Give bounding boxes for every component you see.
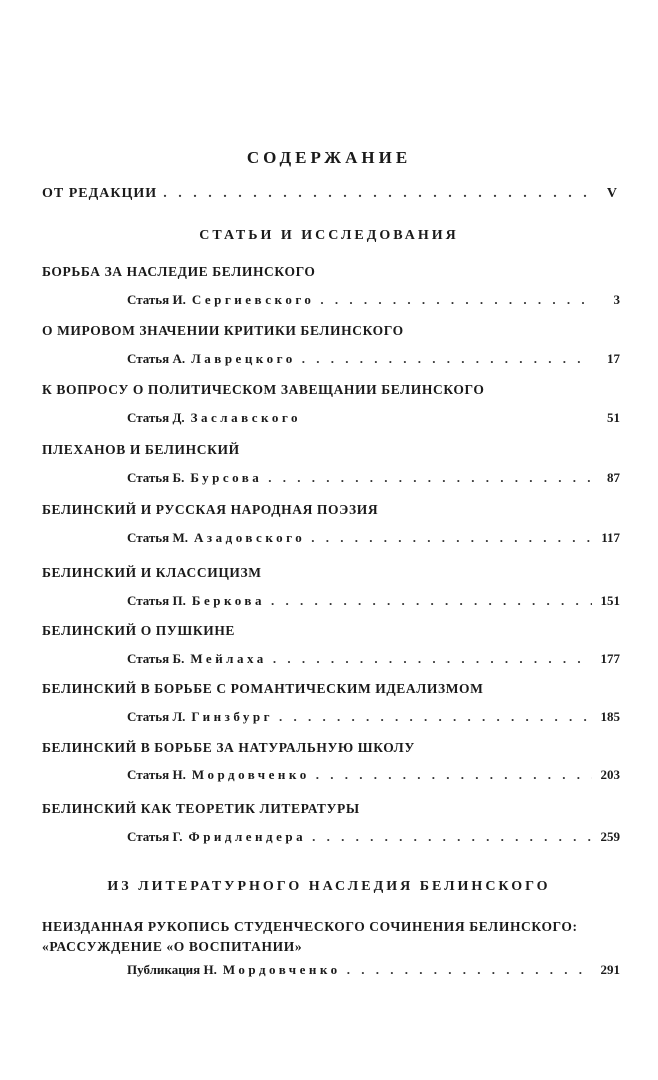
entry-author-label: Статья Л. xyxy=(127,709,186,724)
entry-author-line xyxy=(127,829,620,849)
entry-author-label: Статья Д. xyxy=(127,410,185,425)
entry-title[interactable]: О МИРОВОМ ЗНАЧЕНИИ КРИТИКИ БЕЛИНСКОГО xyxy=(42,323,404,338)
entry-author-line xyxy=(127,709,620,729)
entry-author-label: Статья М. xyxy=(127,530,188,545)
entry-author-name: Мейлаха xyxy=(190,651,267,666)
entry-author-line xyxy=(127,593,620,613)
dot-leader xyxy=(347,962,592,978)
entry-author-name: Азадовского xyxy=(194,530,306,545)
entry-author-name: Мордовченко xyxy=(191,767,310,782)
entry-author-label: Статья Г. xyxy=(127,829,183,844)
entry-author-label: Статья И. xyxy=(127,292,186,307)
entry-page-number: 51 xyxy=(607,410,620,425)
entry-author-name: Заславского xyxy=(190,410,301,425)
entry-page-number: 259 xyxy=(600,829,620,844)
entry-title[interactable]: БЕЛИНСКИЙ В БОРЬБЕ С РОМАНТИЧЕСКИМ ИДЕАЛИЗМОМ xyxy=(42,681,484,696)
entry-author-label: Статья Н. xyxy=(127,767,186,782)
entry-title[interactable]: БОРЬБА ЗА НАСЛЕДИЕ БЕЛИНСКОГО xyxy=(42,264,316,279)
entry-author-line xyxy=(127,292,620,312)
dot-leader xyxy=(268,470,592,486)
entry-page-number: 203 xyxy=(600,767,620,782)
publication-title-line-1: НЕИЗДАННАЯ РУКОПИСЬ СТУДЕНЧЕСКОГО СОЧИНЕНИЯ БЕЛИНСКОГО: xyxy=(42,919,578,934)
dot-leader xyxy=(273,651,592,667)
entry-page-number: 185 xyxy=(600,709,620,724)
dot-leader xyxy=(271,593,592,609)
dot-leader xyxy=(302,351,592,367)
publication-title[interactable] xyxy=(42,917,632,957)
section-heading-articles: СТАТЬИ И ИССЛЕДОВАНИЯ xyxy=(199,228,459,243)
entry-title[interactable]: БЕЛИНСКИЙ КАК ТЕОРЕТИК ЛИТЕРАТУРЫ xyxy=(42,801,360,816)
entry-author-line xyxy=(127,651,620,671)
entry-page-number: 17 xyxy=(607,351,620,366)
entry-author-line xyxy=(127,410,620,430)
editorial-page-number: V xyxy=(606,186,618,201)
entry-page-number: 151 xyxy=(600,593,620,608)
entry-title[interactable]: БЕЛИНСКИЙ И РУССКАЯ НАРОДНАЯ ПОЭЗИЯ xyxy=(42,502,379,517)
publication-author-name: Мордовченко xyxy=(222,962,341,977)
entry-author-name: Сергиевского xyxy=(191,292,315,307)
entry-page-number: 177 xyxy=(600,651,620,666)
entry-page-number: 3 xyxy=(613,292,620,307)
section-heading-legacy: ИЗ ЛИТЕРАТУРНОГО НАСЛЕДИЯ БЕЛИНСКОГО xyxy=(107,879,551,894)
publication-page-number: 291 xyxy=(600,962,620,977)
dot-leader xyxy=(279,709,592,725)
dot-leader xyxy=(312,829,592,845)
entry-author-line xyxy=(127,530,620,550)
publication-title-line-2: «РАССУЖДЕНИЕ «О ВОСПИТАНИИ» xyxy=(42,939,303,954)
dot-leader xyxy=(316,767,592,783)
publication-author-label: Публикация Н. xyxy=(127,962,217,977)
entry-author-label: Статья Б. xyxy=(127,651,185,666)
editorial-title: ОТ РЕДАКЦИИ xyxy=(42,186,158,201)
entry-page-number: 117 xyxy=(601,530,620,545)
entry-title[interactable]: БЕЛИНСКИЙ И КЛАССИЦИЗМ xyxy=(42,565,262,580)
entry-title[interactable]: ПЛЕХАНОВ И БЕЛИНСКИЙ xyxy=(42,442,240,457)
entry-author-label: Статья А. xyxy=(127,351,186,366)
dot-leader xyxy=(311,530,592,546)
entry-author-name: Бурсова xyxy=(190,470,263,485)
editorial-entry[interactable] xyxy=(42,186,618,206)
entry-author-line xyxy=(127,767,620,787)
publication-author-line xyxy=(127,962,620,982)
entry-author-name: Гинзбург xyxy=(191,709,274,724)
dot-leader xyxy=(163,186,590,202)
dot-leader xyxy=(320,292,592,308)
entry-title[interactable]: БЕЛИНСКИЙ О ПУШКИНЕ xyxy=(42,623,236,638)
entry-author-name: Фридлендера xyxy=(188,829,307,844)
entry-title[interactable]: БЕЛИНСКИЙ В БОРЬБЕ ЗА НАТУРАЛЬНУЮ ШКОЛУ xyxy=(42,740,415,755)
entry-page-number: 87 xyxy=(607,470,620,485)
entry-author-line xyxy=(127,470,620,490)
entry-author-name: Лаврецкого xyxy=(191,351,296,366)
entry-author-line xyxy=(127,351,620,371)
entry-title[interactable]: К ВОПРОСУ О ПОЛИТИЧЕСКОМ ЗАВЕЩАНИИ БЕЛИНСКОГО xyxy=(42,382,485,397)
entry-author-label: Статья П. xyxy=(127,593,186,608)
entry-author-name: Беркова xyxy=(191,593,265,608)
entry-author-label: Статья Б. xyxy=(127,470,185,485)
contents-heading: СОДЕРЖАНИЕ xyxy=(246,148,412,167)
